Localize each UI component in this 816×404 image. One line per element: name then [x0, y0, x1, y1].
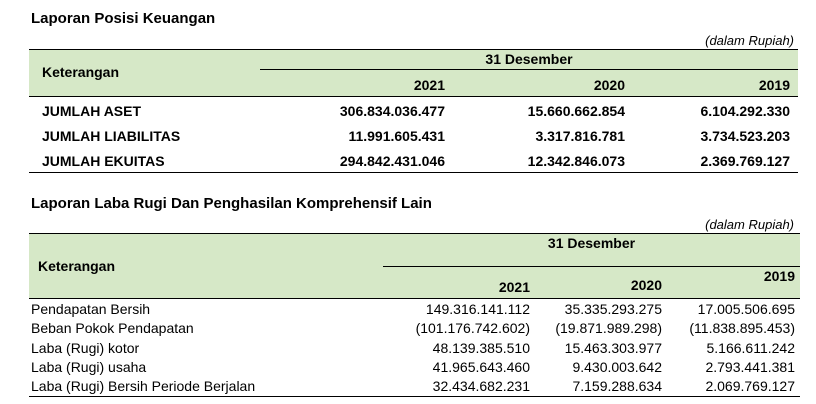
table1-cell-2021: 294.842.431.046: [339, 153, 445, 169]
table2-cell-2021: 149.316.141.112: [425, 301, 530, 317]
table2-date-rule: [383, 266, 800, 267]
table2-unit: (dalam Rupiah): [705, 217, 794, 232]
table2-header-rule: [29, 298, 800, 299]
table2-cell-2021: 48.139.385.510: [432, 340, 530, 356]
table2-cell-2020: 35.335.293.275: [564, 301, 662, 317]
table1-header-rule: [29, 96, 798, 97]
table1-cell-2020: 3.317.816.781: [535, 128, 625, 144]
table1-cell-2019: 6.104.292.330: [700, 103, 790, 119]
table2-year-2019: 2019: [763, 268, 795, 284]
table1-bottom-rule: [29, 172, 798, 173]
table1-cell-2019: 3.734.523.203: [700, 128, 790, 144]
table2-date-header: 31 Desember: [547, 235, 636, 251]
table1-title: Laporan Posisi Keuangan: [31, 10, 216, 27]
table1-cell-2021: 306.834.036.477: [339, 103, 445, 119]
table2-header-label: Keterangan: [38, 258, 116, 274]
table2-cell-2019: 2.069.769.127: [705, 378, 795, 394]
table1-header-label: Keterangan: [42, 64, 120, 80]
table2-row-label: Laba (Rugi) kotor: [31, 340, 140, 356]
table1-date-rule: [260, 69, 798, 70]
table2-cell-2020: 9.430.003.642: [572, 359, 662, 375]
table2-title: Laporan Laba Rugi Dan Penghasilan Komprehensif Lain: [31, 195, 432, 212]
table2-cell-2021: 41.965.643.460: [432, 359, 530, 375]
table2-cell-2020: (19.871.989.298): [555, 320, 662, 336]
table2-cell-2019: 17.005.506.695: [697, 301, 795, 317]
table2-cell-2020: 7.159.288.634: [572, 378, 662, 394]
table2-year-2021: 2021: [498, 279, 530, 295]
table1-unit: (dalam Rupiah): [705, 33, 794, 48]
table1-year-2019: 2019: [758, 77, 790, 93]
table2-row-label: Laba (Rugi) usaha: [31, 359, 147, 375]
table2-bottom-rule: [29, 396, 800, 397]
table2-cell-2021: (101.176.742.602): [415, 320, 530, 336]
table1-year-2020: 2020: [593, 77, 625, 93]
table1-row-label: JUMLAH LIABILITAS: [42, 128, 181, 144]
table1-cell-2019: 2.369.769.127: [700, 153, 790, 169]
table1-date-header: 31 Desember: [485, 51, 573, 67]
table2-cell-2019: 5.166.611.242: [706, 340, 795, 356]
table2-year-2020: 2020: [630, 277, 662, 293]
table2-cell-2019: (11.838.895.453): [689, 320, 795, 336]
table1-cell-2021: 11.991.605.431: [348, 128, 445, 144]
table2-row-label: Pendapatan Bersih: [31, 301, 151, 317]
table2-cell-2020: 15.463.303.977: [564, 340, 662, 356]
table1-row-label: JUMLAH ASET: [42, 103, 142, 119]
table1-cell-2020: 15.660.662.854: [527, 103, 625, 119]
table2-row-label: Beban Pokok Pendapatan: [31, 320, 194, 336]
table2-cell-2021: 32.434.682.231: [432, 378, 530, 394]
table1-cell-2020: 12.342.846.073: [527, 153, 625, 169]
table1-year-2021: 2021: [413, 77, 445, 93]
table1-top-rule: [29, 49, 798, 50]
table2-cell-2019: 2.793.441.381: [705, 359, 795, 375]
table2-row-label: Laba (Rugi) Bersih Periode Berjalan: [31, 378, 256, 394]
table2-top-rule: [29, 233, 800, 234]
table1-row-label: JUMLAH EKUITAS: [42, 153, 165, 169]
